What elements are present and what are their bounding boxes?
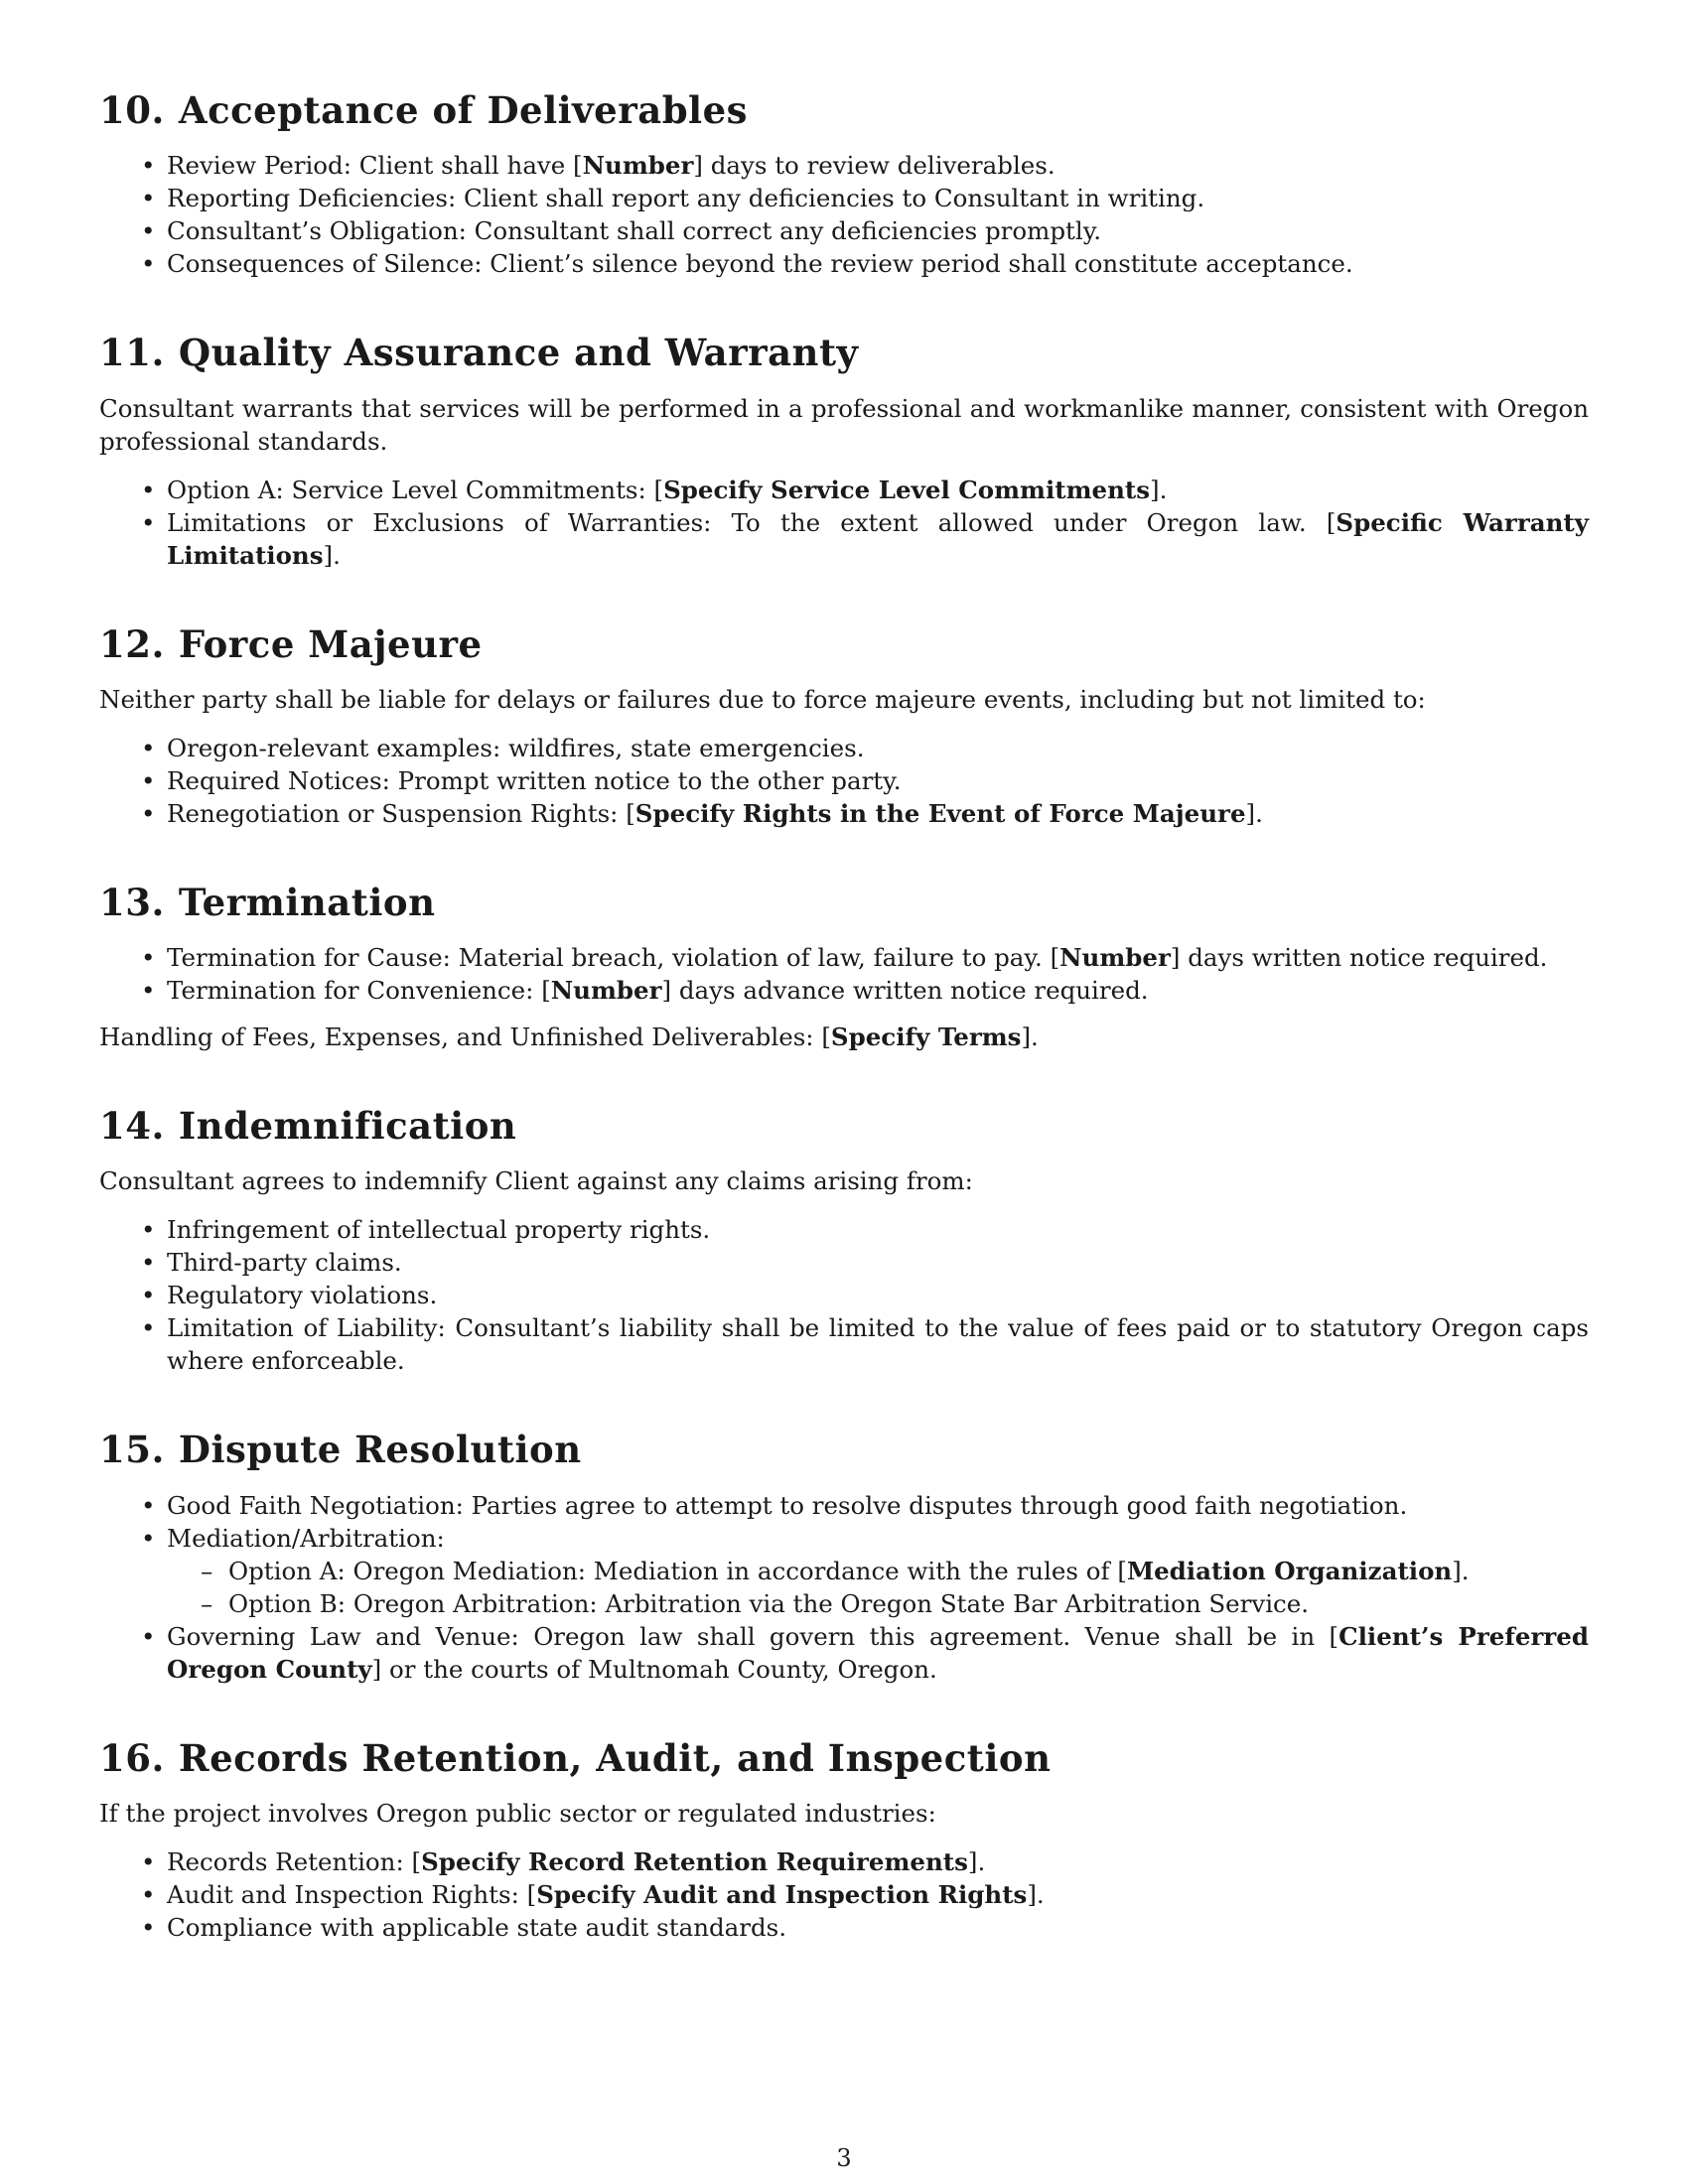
bullet-list bbox=[99, 149, 1589, 280]
sub-list-item: – Option A: Oregon Mediation: Mediation in accordance with the rules of [Mediation Organization]. bbox=[228, 1555, 1589, 1587]
list-item: • Required Notices: Prompt written notice to the other party. bbox=[167, 764, 1589, 797]
bullet-list bbox=[99, 1845, 1589, 1944]
placeholder-field: Number bbox=[582, 151, 694, 181]
section-14 bbox=[99, 1103, 1589, 1377]
placeholder-field: Mediation Organization bbox=[1126, 1556, 1453, 1585]
section-heading: 12. Force Majeure bbox=[99, 621, 483, 666]
list-item: • Oregon-relevant examples: wildfires, state emergencies. bbox=[167, 732, 1589, 764]
section-heading: 16. Records Retention, Audit, and Inspection bbox=[99, 1735, 1052, 1780]
placeholder-field: Number bbox=[550, 976, 662, 1005]
section-heading: 10. Acceptance of Deliverables bbox=[99, 88, 748, 132]
section-title: Termination bbox=[178, 880, 436, 924]
list-item: • Consequences of Silence: Client’s silence beyond the review period shall constitute acceptance. bbox=[167, 247, 1589, 280]
list-item: • Records Retention: [Specify Record Retention Requirements]. bbox=[167, 1845, 1589, 1878]
placeholder-field: Specify Audit and Inspection Rights bbox=[536, 1879, 1028, 1909]
list-item: • Termination for Convenience: [Number] days advance written notice required. bbox=[167, 974, 1589, 1007]
list-item: • Limitation of Liability: Consultant’s liability shall be limited to the value of fees paid or to statutory Oregon caps where enforceable. bbox=[167, 1311, 1589, 1377]
section-heading: 13. Termination bbox=[99, 880, 436, 924]
list-item: • Review Period: Client shall have [Number] days to review deliverables. bbox=[167, 149, 1589, 182]
document-page bbox=[99, 87, 1589, 1993]
page-number: 3 bbox=[836, 2144, 852, 2172]
section-title: Dispute Resolution bbox=[178, 1428, 582, 1472]
section-11 bbox=[99, 330, 1589, 571]
section-12 bbox=[99, 621, 1589, 830]
section-title: Force Majeure bbox=[178, 621, 483, 666]
placeholder-field: Client’s Preferred Oregon County bbox=[167, 1621, 1589, 1684]
bullet-list bbox=[99, 1489, 1589, 1686]
bullet-list bbox=[99, 732, 1589, 830]
section-intro: Consultant warrants that services will be performed in a professional and workmanlike manner, consistent with Oregon professional standards. bbox=[99, 393, 1589, 456]
placeholder-field: Number bbox=[1059, 943, 1171, 972]
section-13 bbox=[99, 880, 1589, 1053]
list-item: • Infringement of intellectual property rights. bbox=[167, 1213, 1589, 1246]
list-item: • Option A: Service Level Commitments: [Specify Service Level Commitments]. bbox=[167, 474, 1589, 506]
section-16 bbox=[99, 1735, 1589, 1944]
list-item: • Regulatory violations. bbox=[167, 1279, 1589, 1311]
bullet-list bbox=[99, 474, 1589, 572]
list-item: • Governing Law and Venue: Oregon law shall govern this agreement. Venue shall be in [Client’s Preferred Oregon County] or the courts of Multnomah County, Oregon. bbox=[167, 1620, 1589, 1686]
section-intro: Neither party shall be liable for delays or failures due to force majeure events, including but not limited to: bbox=[99, 684, 1426, 714]
list-item: • Mediation/Arbitration: – Option A: Oregon Mediation: Mediation in accordance with the rules of [Mediation Organization]. – Option B: Oregon Arbitration: Arbitration via the Oregon State Bar Arbitration Service. bbox=[167, 1522, 1589, 1620]
list-item: • Audit and Inspection Rights: [Specify Audit and Inspection Rights]. bbox=[167, 1878, 1589, 1911]
section-heading: 14. Indemnification bbox=[99, 1104, 517, 1148]
list-item: • Limitations or Exclusions of Warranties: To the extent allowed under Oregon law. [Specific Warranty Limitations]. bbox=[167, 506, 1589, 572]
list-item: • Reporting Deficiencies: Client shall report any deficiencies to Consultant in writing. bbox=[167, 182, 1589, 214]
list-item: • Termination for Cause: Material breach, violation of law, failure to pay. [Number] days written notice required. bbox=[167, 941, 1589, 974]
section-title: Acceptance of Deliverables bbox=[178, 88, 748, 132]
section-heading: 15. Dispute Resolution bbox=[99, 1428, 582, 1472]
placeholder-field: Specify Record Retention Requirements bbox=[421, 1846, 968, 1876]
list-item: • Good Faith Negotiation: Parties agree to attempt to resolve disputes through good faith negotiation. bbox=[167, 1489, 1589, 1522]
section-15 bbox=[99, 1427, 1589, 1685]
list-item: • Consultant’s Obligation: Consultant shall correct any deficiencies promptly. bbox=[167, 214, 1589, 247]
section-10 bbox=[99, 87, 1589, 280]
bullet-list bbox=[99, 1213, 1589, 1377]
sub-list-item: – Option B: Oregon Arbitration: Arbitration via the Oregon State Bar Arbitration Service. bbox=[228, 1587, 1589, 1620]
list-item: • Third-party claims. bbox=[167, 1246, 1589, 1279]
section-title: Records Retention, Audit, and Inspection bbox=[178, 1735, 1052, 1780]
section-outro: Handling of Fees, Expenses, and Unfinished Deliverables: [Specify Terms]. bbox=[99, 1023, 1039, 1051]
bullet-list bbox=[99, 941, 1589, 1007]
placeholder-field: Specify Rights in the Event of Force Majeure bbox=[634, 798, 1246, 828]
sub-list bbox=[167, 1555, 1589, 1620]
placeholder-field: Specify Terms bbox=[830, 1023, 1022, 1051]
placeholder-field: Specify Service Level Commitments bbox=[663, 475, 1151, 504]
placeholder-field: Specific Warranty Limitations bbox=[167, 507, 1589, 570]
list-item: • Renegotiation or Suspension Rights: [Specify Rights in the Event of Force Majeure]. bbox=[167, 797, 1589, 830]
section-title: Indemnification bbox=[178, 1104, 517, 1148]
section-heading: 11. Quality Assurance and Warranty bbox=[99, 331, 859, 375]
list-item: • Compliance with applicable state audit standards. bbox=[167, 1911, 1589, 1944]
section-intro: If the project involves Oregon public sector or regulated industries: bbox=[99, 1798, 936, 1828]
section-title: Quality Assurance and Warranty bbox=[178, 331, 859, 375]
section-intro: Consultant agrees to indemnify Client against any claims arising from: bbox=[99, 1166, 973, 1196]
